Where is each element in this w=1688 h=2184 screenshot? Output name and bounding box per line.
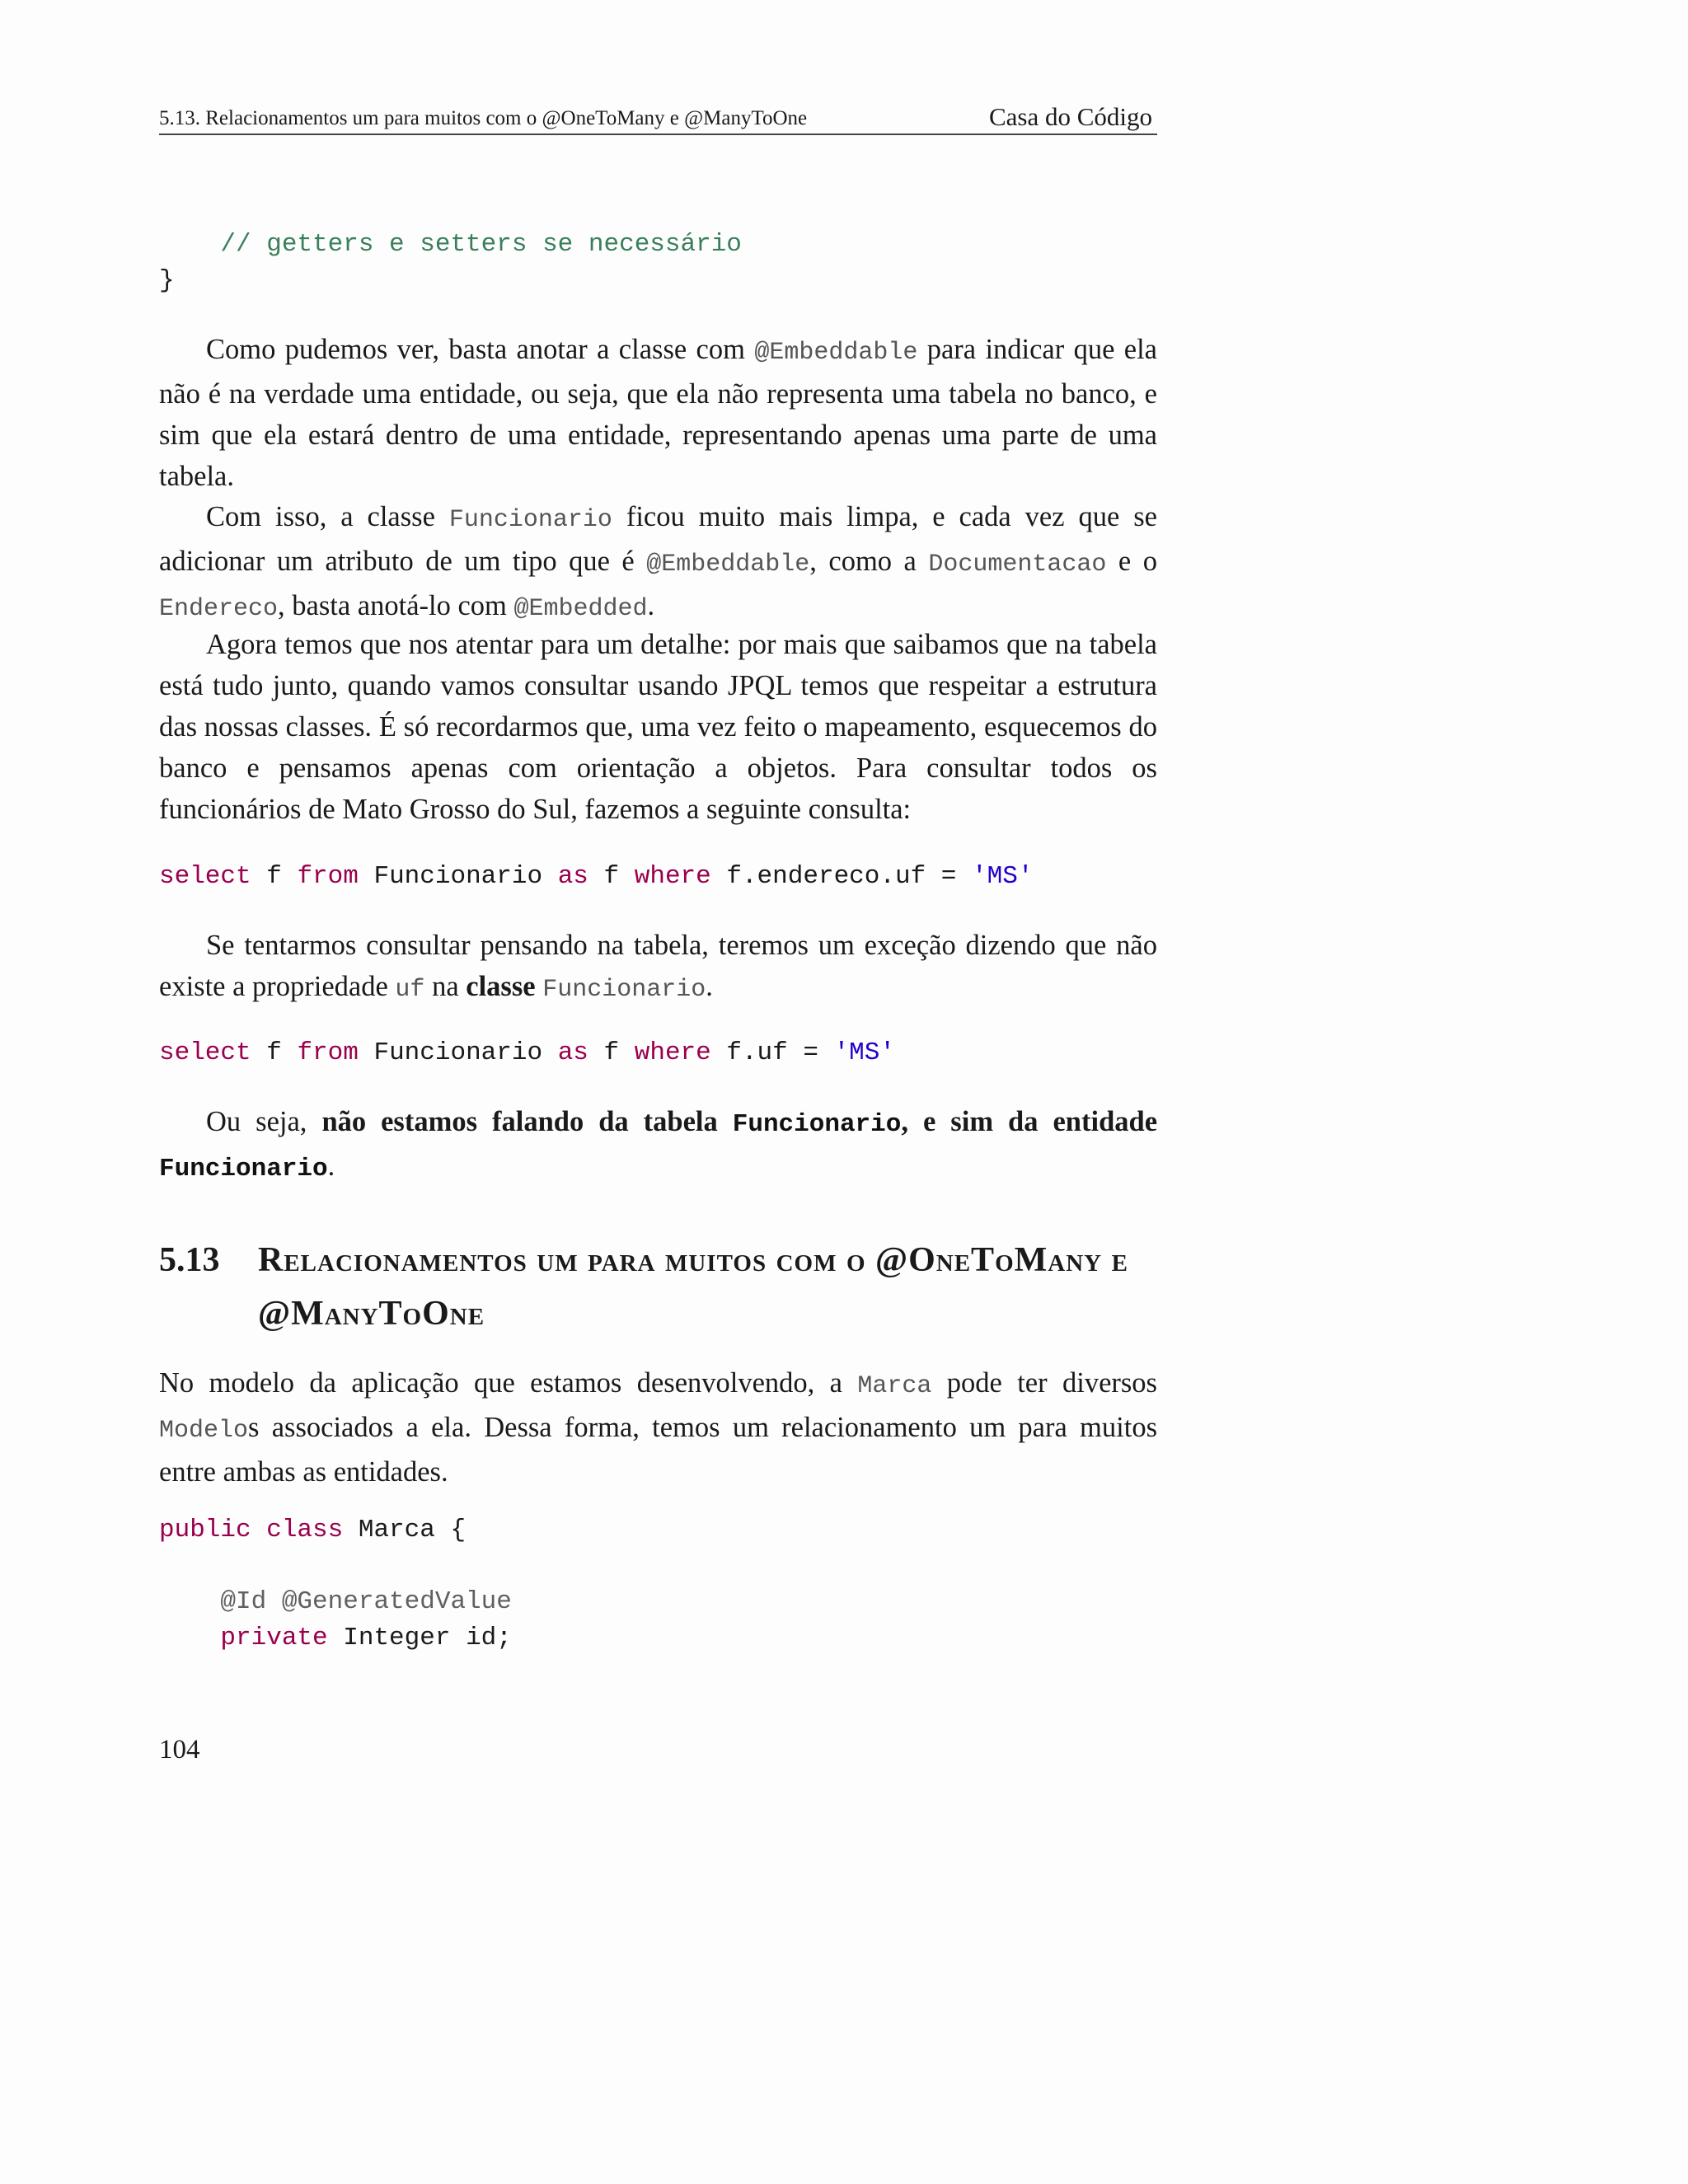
- code-keyword: as: [557, 1038, 588, 1067]
- code-keyword: select: [159, 1038, 251, 1067]
- code-closing-brace: }: [159, 266, 175, 295]
- paragraph-funcionario: [159, 496, 1157, 630]
- paragraph-exception: [159, 925, 1157, 1010]
- code-string: 'MS': [833, 1038, 895, 1067]
- inline-code: Modelo: [159, 1417, 249, 1445]
- inline-code: Funcionario: [159, 1155, 328, 1183]
- code-snippet-end-class: [159, 227, 742, 299]
- text: , como a: [809, 546, 929, 577]
- text: Ou seja,: [206, 1106, 322, 1137]
- code-text: Integer id;: [327, 1624, 512, 1652]
- paragraph-entity-note: [159, 1101, 1157, 1190]
- code-text: f.uf =: [710, 1038, 834, 1067]
- code-keyword: class: [251, 1516, 344, 1544]
- text: No modelo da aplicação que estamos desenvolvendo, a: [159, 1367, 858, 1399]
- section-number: 5.13: [159, 1241, 220, 1279]
- paragraph-marca-modelo: [159, 1362, 1157, 1493]
- code-keyword: public: [159, 1516, 251, 1544]
- inline-code: Endereco: [159, 595, 279, 623]
- section-title-text: Relacionamentos um para muitos com o @OneToMany e @ManyToOne: [258, 1241, 1128, 1333]
- bold-text: , e sim da entidade: [901, 1106, 1158, 1137]
- code-annotation: @Id @GeneratedValue: [159, 1587, 512, 1616]
- text: pode ter diversos: [931, 1367, 1157, 1399]
- code-keyword: from: [297, 862, 359, 891]
- code-query-wrong: [159, 1035, 895, 1071]
- code-text: Marca {: [343, 1516, 467, 1544]
- bold-text: classe: [466, 971, 536, 1002]
- code-keyword: where: [634, 1038, 711, 1067]
- code-keyword: where: [634, 862, 711, 891]
- inline-code: Funcionario: [448, 506, 612, 534]
- inline-code: @Embeddable: [646, 551, 810, 579]
- header-publisher: Casa do Código: [988, 102, 1152, 131]
- code-keyword: private: [159, 1624, 328, 1652]
- text: Se tentarmos consultar pensando na tabela, teremos um exceção dizendo que não existe a propriedade: [159, 930, 1157, 1002]
- text: , basta anotá-lo com: [278, 590, 514, 621]
- code-text: Funcionario: [358, 862, 558, 891]
- code-text: f: [251, 862, 298, 891]
- code-class-marca-fields: [159, 1584, 512, 1657]
- inline-code: Marca: [857, 1372, 932, 1400]
- inline-code: Funcionario: [732, 1110, 902, 1139]
- text: .: [327, 1151, 335, 1182]
- inline-code: Funcionario: [542, 976, 706, 1004]
- text: s associados a ela. Dessa forma, temos um relacionamento um para muitos entre ambas as entidades.: [159, 1412, 1157, 1488]
- text: e o: [1106, 546, 1157, 577]
- text: na: [424, 971, 467, 1002]
- code-text: f: [251, 1038, 298, 1067]
- code-text: f: [588, 1038, 635, 1067]
- code-query-correct: [159, 859, 1033, 895]
- code-keyword: as: [557, 862, 588, 891]
- bold-text: não estamos falando da tabela: [321, 1106, 733, 1137]
- text: [536, 971, 543, 1002]
- running-header: [159, 97, 1157, 135]
- section-heading: [159, 1234, 1157, 1341]
- code-text: f: [588, 862, 635, 891]
- header-section-title: 5.13. Relacionamentos um para muitos com o @OneToMany e @ManyToOne: [159, 107, 808, 129]
- inline-code: uf: [395, 976, 425, 1004]
- page-number: 104: [159, 1735, 200, 1765]
- inline-code: Documentacao: [928, 551, 1107, 579]
- inline-code: @Embedded: [513, 595, 648, 623]
- code-string: 'MS': [972, 862, 1034, 891]
- paragraph-embeddable: [159, 329, 1157, 497]
- text: Como pudemos ver, basta anotar a classe com: [206, 334, 755, 365]
- code-text: f.endereco.uf =: [710, 862, 973, 891]
- code-text: Funcionario: [358, 1038, 558, 1067]
- code-keyword: from: [297, 1038, 359, 1067]
- text: Com isso, a classe: [206, 501, 449, 532]
- text: .: [647, 590, 655, 621]
- code-comment: // getters e setters se necessário: [159, 230, 742, 259]
- code-keyword: select: [159, 862, 251, 891]
- paragraph-jpql: Agora temos que nos atentar para um detalhe: por mais que saibamos que na tabela está tudo junto, quando vamos consultar usando JPQL temos que respeitar a estrutura das nossas classes. É só recordarmos que, uma vez feito o mapeamento, esquecemos do banco e pensamos apenas com orientação a objetos. Para consultar todos os funcionários de Mato Grosso do Sul, fazemos a seguinte consulta:: [159, 629, 1157, 825]
- text: .: [706, 971, 713, 1002]
- text: ficou muito mais limpa, e cada vez que se adicionar um atributo de um tipo que é: [159, 501, 1157, 577]
- inline-code: @Embeddable: [754, 339, 918, 367]
- code-class-marca: [159, 1512, 466, 1549]
- text: para indicar que ela não é na verdade uma entidade, ou seja, que ela não representa uma tabela no banco, e sim que ela estará dentro de uma entidade, representando apenas uma parte de uma tabela.: [159, 334, 1157, 492]
